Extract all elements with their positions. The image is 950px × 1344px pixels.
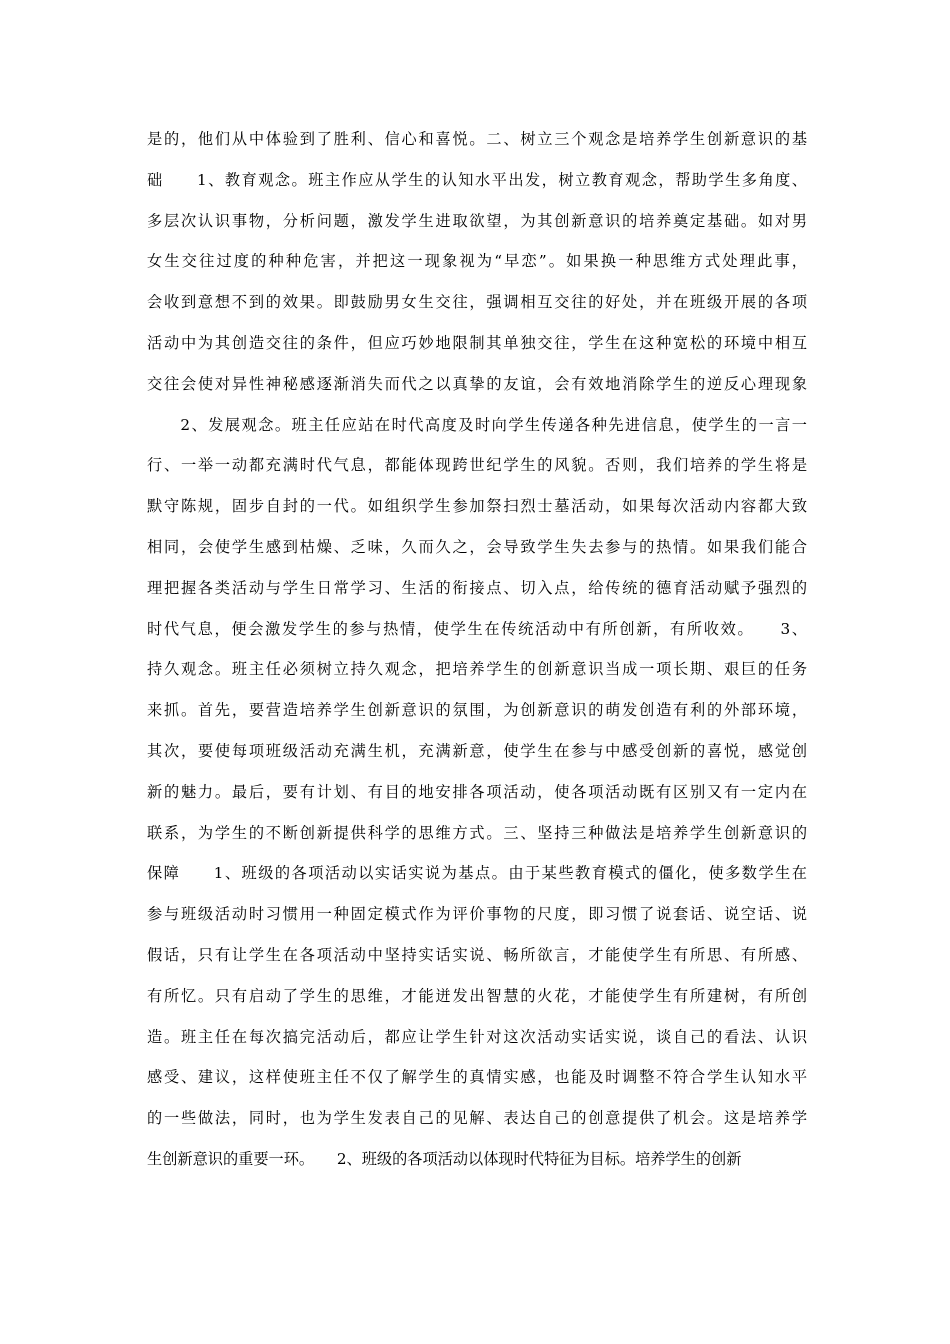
text-line: 有所忆。只有启动了学生的思维，才能迸发出智慧的火花，才能使学生有所建树，有所创 (147, 986, 807, 1005)
text-line: 2、发展观念。班主任应站在时代高度及时向学生传递各种先进信息，使学生的一言一 (147, 415, 807, 434)
text-line: 假话，只有让学生在各项活动中坚持实话实说、畅所欲言，才能使学生有所思、有所感、 (147, 945, 807, 964)
text-line: 时代气息，便会激发学生的参与热情，使学生在传统活动中有所创新，有所收效。 3、 (147, 619, 807, 638)
text-line: 保障 1、班级的各项活动以实话实说为基点。由于某些教育模式的僵化，使多数学生在 (147, 864, 807, 883)
text-line: 多层次认识事物，分析问题，激发学生进取欲望，为其创新意识的培养奠定基础。如对男 (147, 211, 807, 230)
text-line: 其次，要使每项班级活动充满生机，充满新意，使学生在参与中感受创新的喜悦，感觉创 (147, 741, 807, 760)
text-line: 联系，为学生的不断创新提供科学的思维方式。三、坚持三种做法是培养学生创新意识的 (147, 823, 807, 842)
text-line: 持久观念。班主任必须树立持久观念，把培养学生的创新意识当成一项长期、艰巨的任务 (147, 660, 807, 679)
text-line: 相同，会使学生感到枯燥、乏味，久而久之，会导致学生失去参与的热情。如果我们能合 (147, 537, 807, 556)
text-line: 的一些做法，同时，也为学生发表自己的见解、表达自己的创意提供了机会。这是培养学 (147, 1109, 807, 1128)
text-line: 新的魅力。最后，要有计划、有目的地安排各项活动，使各项活动既有区别又有一定内在 (147, 782, 807, 801)
text-line: 造。班主任在每次搞完活动后，都应让学生针对这次活动实话实说，谈自己的看法、认识 (147, 1027, 807, 1046)
text-line: 行、一举一动都充满时代气息，都能体现跨世纪学生的风貌。否则，我们培养的学生将是 (147, 456, 807, 475)
body-text (147, 119, 807, 1180)
text-line: 默守陈规，固步自封的一代。如组织学生参加祭扫烈士墓活动，如果每次活动内容都大致 (147, 497, 807, 516)
text-line: 感受、建议，这样使班主任不仅了解学生的真情实感，也能及时调整不符合学生认知水平 (147, 1068, 807, 1087)
text-line: 生创新意识的重要一环。 2、班级的各项活动以体现时代特征为目标。培养学生的创新 (147, 1149, 742, 1168)
text-line: 交往会使对异性神秘感逐渐消失而代之以真挚的友谊，会有效地消除学生的逆反心理现象 (147, 374, 807, 393)
text-line: 女生交往过度的种种危害，并把这一现象视为“早恋”。如果换一种思维方式处理此事， (147, 252, 807, 271)
text-line: 活动中为其创造交往的条件，但应巧妙地限制其单独交往，学生在这种宽松的环境中相互 (147, 333, 807, 352)
text-line: 参与班级活动时习惯用一种固定模式作为评价事物的尺度，即习惯了说套话、说空话、说 (147, 905, 807, 924)
text-line: 会收到意想不到的效果。即鼓励男女生交往，强调相互交往的好处，并在班级开展的各项 (147, 293, 807, 312)
text-line: 理把握各类活动与学生日常学习、生活的衔接点、切入点，给传统的德育活动赋予强烈的 (147, 578, 807, 597)
text-line: 础 1、教育观念。班主作应从学生的认知水平出发，树立教育观念，帮助学生多角度、 (147, 170, 807, 189)
text-line: 是的，他们从中体验到了胜利、信心和喜悦。二、树立三个观念是培养学生创新意识的基 (147, 130, 807, 148)
text-line: 来抓。首先，要营造培养学生创新意识的氛围，为创新意识的萌发创造有利的外部环境， (147, 701, 807, 720)
